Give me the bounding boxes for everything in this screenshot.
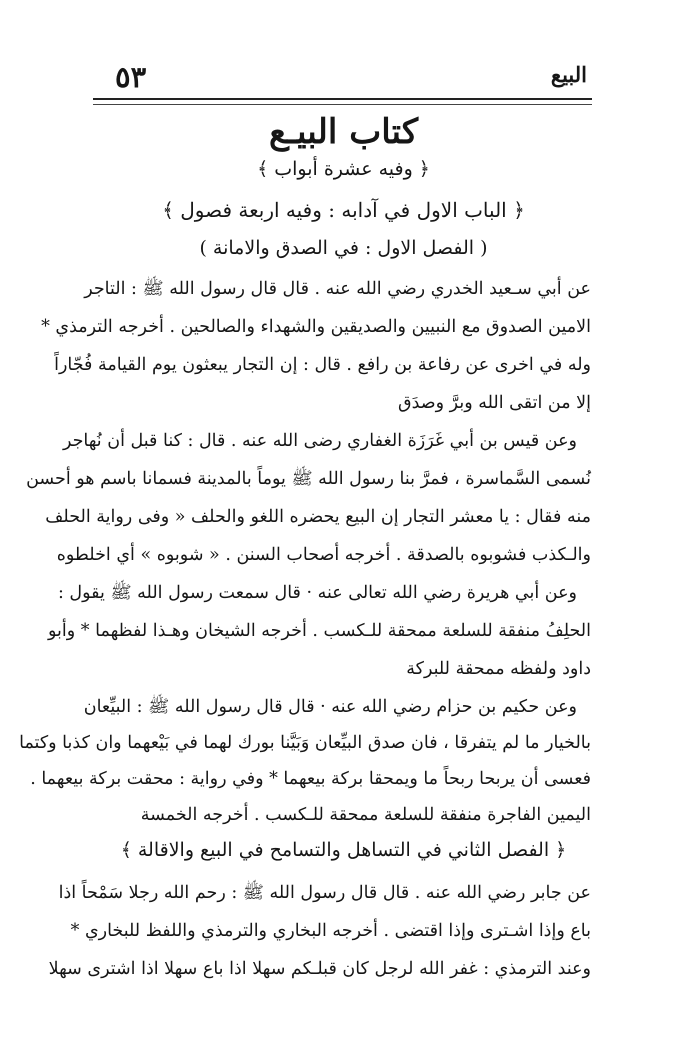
text-line: اليمين الفاجرة منفقة للسلعة ممحقة للـكسب . أخرجه الخمسة (140, 805, 591, 825)
text-line: عن أبي سـعيد الخدري رضي الله عنه . قال قال رسول الله ﷺ : التاجر (84, 279, 591, 299)
text-line: والـكذب فشوبوه بالصدقة . أخرجه أصحاب السنن . « شوبوه » أي اخلطوه (56, 545, 591, 565)
text-line: وله في اخرى عن رفاعة بن رافع . قال : إن التجار يبعثون يوم القيامة فُجّاراً (54, 355, 591, 375)
text-line: بالخيار ما لم يتفرقا ، فان صدق البيِّعان وَبَيَّنا بورك لهما في بَيْعهما وان كذبا وكتما (19, 733, 591, 753)
running-title: البيع (550, 62, 587, 87)
page-header (95, 58, 587, 98)
page-number: ٥٣ (115, 60, 147, 94)
text-line: الامين الصدوق مع النبيين والصديقين والشهداء والصالحين . أخرجه الترمذي * (41, 317, 591, 337)
text-line: وعن حكيم بن حزام رضي الله عنه · قال قال رسول الله ﷺ : البيِّعان (83, 697, 577, 717)
text-line: منه فقال : يا معشر التجار إن البيع يحضره اللغو والحلف « وفى رواية الحلف (45, 507, 591, 527)
text-line: إلا من اتقى الله وبرَّ وصدَق (398, 393, 591, 413)
section-heading: ﴿ الفصل الثاني في التساهل والتسامح في البيع والاقالة ﴾ (120, 839, 567, 861)
text-line: وعند الترمذي : غفر الله لرجل كان قبلـكم سهلا اذا باع سهلا اذا اشترى سهلا (48, 959, 591, 979)
book-subtitle: ﴿ وفيه عشرة أبواب ﴾ (257, 158, 430, 180)
text-line: نُسمى السَّماسرة ، فمرَّ بنا رسول الله ﷺ يوماً بالمدينة فسمانا باسم هو أحسن (26, 469, 591, 489)
text-line: عن جابر رضي الله عنه . قال قال رسول الله ﷺ : رحم الله رجلا سَمْحاً اذا (58, 883, 591, 903)
text-line: باع وإذا اشـترى وإذا اقتضى . أخرجه البخاري والترمذي واللفظ للبخاري * (70, 921, 591, 941)
section-heading: ( الفصل الاول : في الصدق والامانة ) (199, 237, 488, 259)
text-line: داود ولفظه ممحقة للبركة (406, 659, 591, 679)
header-rule (93, 98, 592, 100)
header-rule-thin (93, 104, 592, 105)
book-title: كتاب البيـع (268, 112, 419, 152)
text-line: فعسى أن يربحا ربحاً ما ويمحقا بركة بيعهما * وفي رواية : محقت بركة بيعهما . (30, 769, 591, 789)
chapter-heading: ﴿ الباب الاول في آدابه : وفيه اربعة فصول ﴾ (162, 198, 525, 222)
text-line: الحلِفُ منفقة للسلعة ممحقة للـكسب . أخرجه الشيخان وهـذا لفظهما * وأبو (48, 621, 591, 641)
text-line: وعن قيس بن أبي غَرَزَة الغفاري رضى الله عنه . قال : كنا قبل أن نُهاجر (62, 431, 577, 451)
text-line: وعن أبي هريرة رضي الله تعالى عنه · قال سمعت رسول الله ﷺ يقول : (57, 583, 577, 603)
